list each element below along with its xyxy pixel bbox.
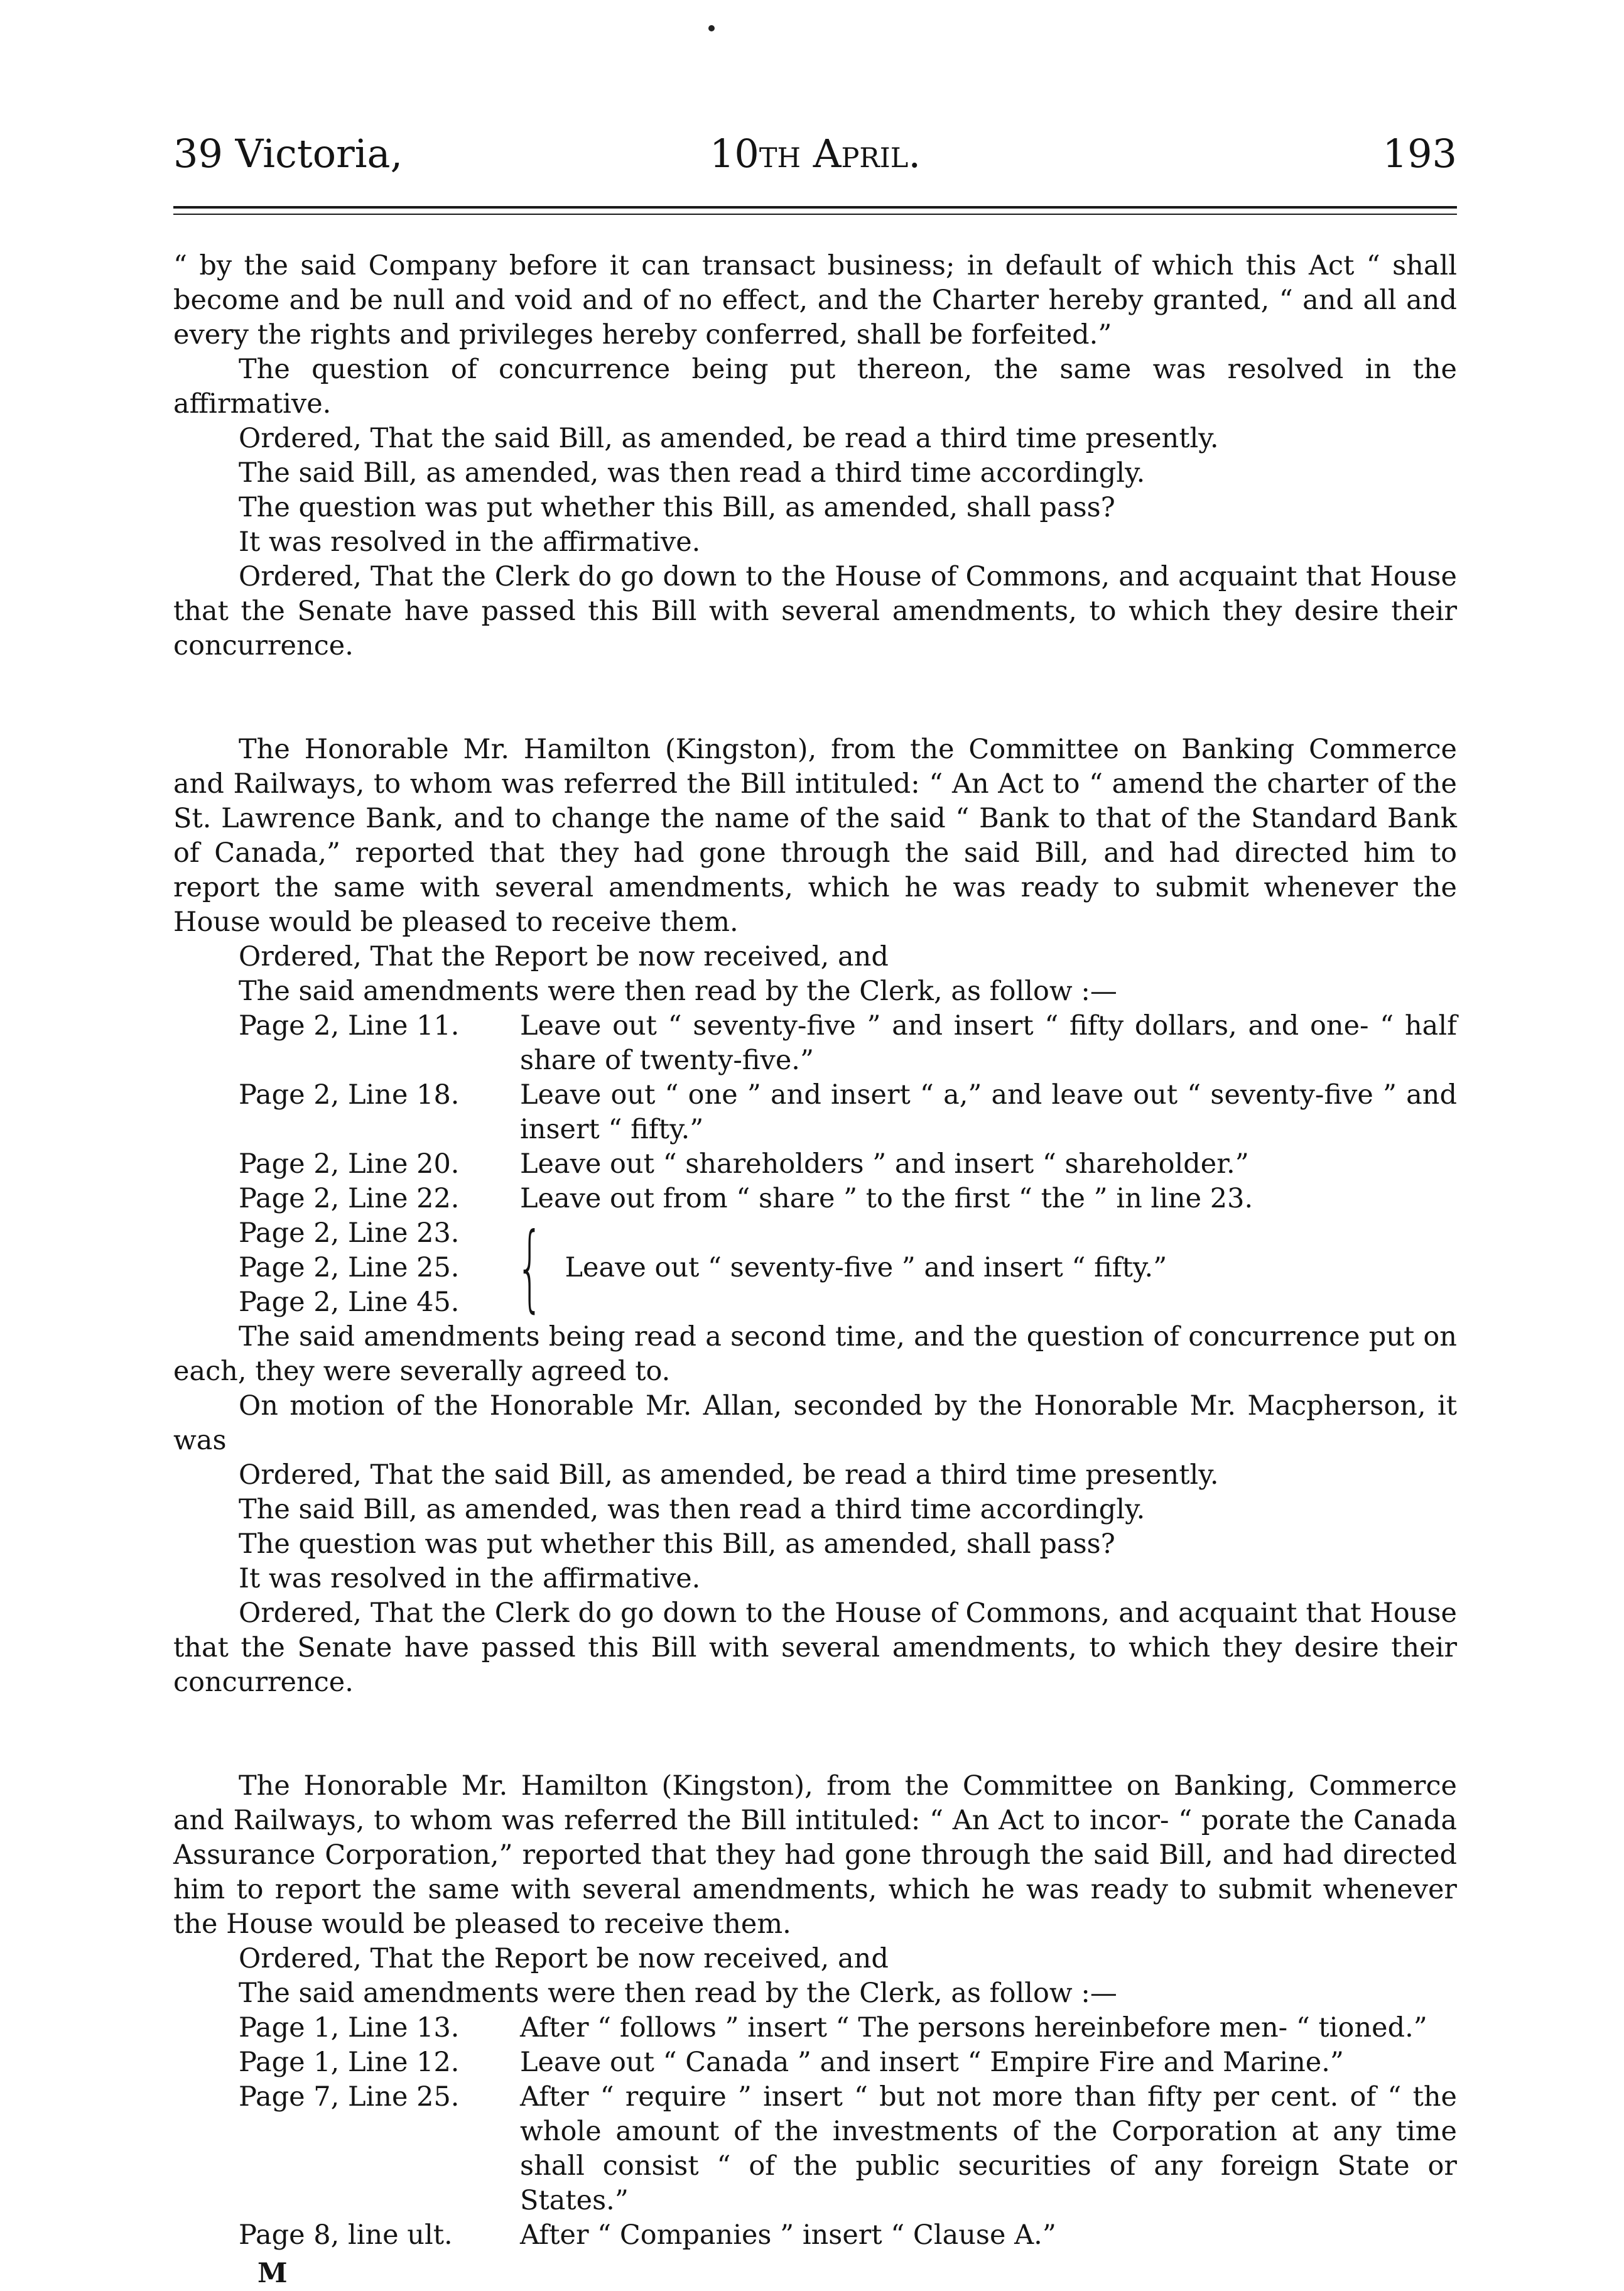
paragraph: “ by the said Company before it can transact business; in default of which this Act “ shall become and be null and void and of no effect, and the Charter hereby granted, “ and all and every the rights and privileges hereby conferred, shall be forfeited.” [173,250,1457,351]
amendment-text: Leave out “ Canada ” and insert “ Empire Fire and Marine.” [520,2047,1344,2078]
amendment-ref: Page 2, Line 11. [239,1010,460,1042]
amendment-text: Leave out “ shareholders ” and insert “ shareholder.” [520,1148,1249,1180]
paragraph: It was resolved in the affirmative. [239,1563,701,1594]
amendment-text: Leave out “ seventy-five ” and insert “ fifty dollars, and one- “ half share of twenty-five.” [520,1010,1457,1076]
amendment-ref: Page 2, Line 25. [239,1252,460,1283]
amendment-ref: Page 2, Line 45. [239,1287,460,1318]
paragraph: The said amendments were then read by the Clerk, as follow :— [239,1978,1117,2009]
amendment-item [173,2218,1457,2253]
paragraph: On motion of the Honorable Mr. Allan, seconded by the Honorable Mr. Macpherson, it was [173,1390,1457,1456]
paragraph: The question was put whether this Bill, as amended, shall pass? [239,1528,1115,1560]
amendment-item [173,1009,1457,1078]
amendment-text: Leave out “ one ” and insert “ a,” and leave out “ seventy-five ” and insert “ fifty.” [520,1079,1457,1145]
amendment-ref: Page 2, Line 18. [239,1079,460,1111]
amendment-text: Leave out “ seventy-five ” and insert “ fifty.” [565,1252,1167,1283]
amendment-text: After “ follows ” insert “ The persons hereinbefore men- “ tioned.” [520,2012,1427,2043]
paragraph: Ordered, That the Clerk do go down to the House of Commons, and acquaint that House that the Senate have passed this Bill with several amendments, to which they desire their concurrence. [173,1597,1457,1698]
page-body [173,249,1457,2291]
page-number: 193 [1382,131,1457,177]
paragraph: Ordered, That the said Bill, as amended, be read a third time presently. [239,1459,1219,1491]
paragraph: The said amendments being read a second time, and the question of concurrence put on each, they were severally agreed to. [173,1321,1457,1387]
paragraph: The question was put whether this Bill, as amended, shall pass? [239,492,1115,523]
amendment-item [173,1182,1457,1216]
signature-mark: M [257,2258,288,2289]
paragraph: Ordered, That the said Bill, as amended, be read a third time presently. [239,423,1219,454]
header-rule-thick [173,206,1457,209]
paragraph: Ordered, That the Report be now received, and [239,1943,889,1974]
amendment-text: After “ require ” insert “ but not more than fifty per cent. of “ the whole amount of the investments of the Corporation at any time shall consist “ of the public securities of any foreign State or States.” [520,2081,1457,2216]
amendment-item [173,1147,1457,1182]
amendment-group [173,1213,1457,1322]
page-header [173,118,1457,187]
amendment-ref: Page 2, Line 22. [239,1183,460,1214]
ink-speck [708,25,715,31]
amendment-ref: Page 2, Line 20. [239,1148,460,1180]
amendment-item [173,2080,1457,2218]
paragraph: The Honorable Mr. Hamilton (Kingston), from the Committee on Banking Commerce and Railways, to whom was referred the Bill intituled: “ An Act to “ amend the charter of the St. Lawrence Bank, and to change the name of the said “ Bank to that of the Standard Bank of Canada,” reported that they had gone through the said Bill, and had directed him to report the same with several amendments, which he was ready to submit whenever the House would be pleased to receive them. [173,734,1457,938]
paragraph: The question of concurrence being put thereon, the same was resolved in the affirmative. [173,354,1457,420]
paragraph: The said amendments were then read by the Clerk, as follow :— [239,976,1117,1007]
paragraph: Ordered, That the Report be now received, and [239,941,889,972]
amendment-group-refs [239,1216,520,1320]
amendment-ref: Page 7, Line 25. [239,2081,460,2113]
amendment-ref: Page 2, Line 23. [239,1217,460,1249]
amendment-item [173,2045,1457,2080]
amendment-text: After “ Companies ” insert “ Clause A.” [520,2219,1056,2251]
amendment-ref: Page 1, Line 13. [239,2012,460,2043]
paragraph: Ordered, That the Clerk do go down to the House of Commons, and acquaint that House that the Senate have passed this Bill with several amendments, to which they desire their concurrence. [173,561,1457,661]
amendment-ref: Page 8, line ult. [239,2219,453,2251]
paragraph: It was resolved in the affirmative. [239,526,701,558]
amendment-item [173,2011,1457,2045]
header-rule-thin [173,214,1457,215]
header-session: 39 Victoria, [173,131,403,177]
header-date: 10th April. [709,131,921,177]
brace-icon: { [516,1213,544,1322]
paragraph: The Honorable Mr. Hamilton (Kingston), from the Committee on Banking, Commerce and Railways, to whom was referred the Bill intituled: “ An Act to incor- “ porate the Canada Assurance Corporation,” reported that they had gone through the said Bill, and had directed him to report the same with several amendments, which he was ready to submit whenever the House would be pleased to receive them. [173,1770,1457,1940]
amendment-text: Leave out from “ share ” to the first “ the ” in line 23. [520,1183,1253,1214]
paragraph: The said Bill, as amended, was then read a third time accordingly. [239,1494,1145,1525]
amendment-ref: Page 1, Line 12. [239,2047,460,2078]
amendment-item [173,1078,1457,1147]
paragraph: The said Bill, as amended, was then read a third time accordingly. [239,457,1145,489]
